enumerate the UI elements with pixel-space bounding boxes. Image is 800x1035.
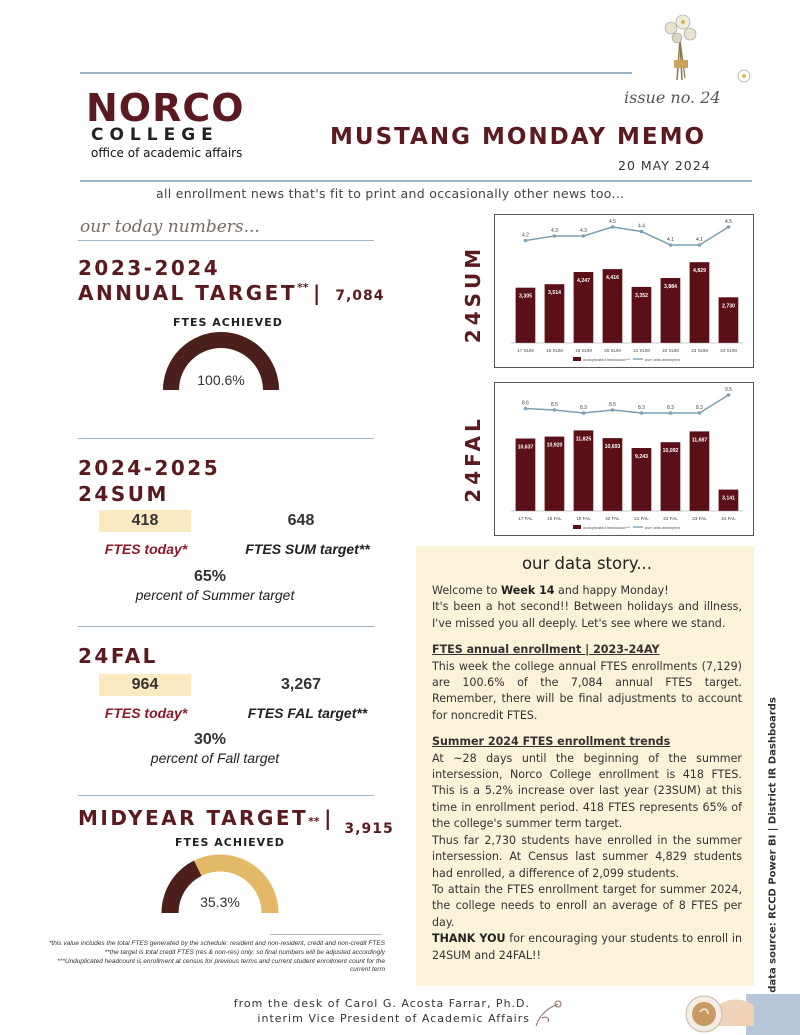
bar-label: 11,825 bbox=[575, 436, 592, 443]
floral-sketch-icon bbox=[528, 996, 568, 1030]
story-p7-post: for encouraging your students to enroll in 24SUM and 24FAL!! bbox=[432, 932, 743, 962]
fall-today-value: 964 bbox=[99, 674, 191, 696]
avg-units-label: 4.2 bbox=[522, 232, 529, 239]
summer-today-label: FTES today* bbox=[104, 541, 188, 557]
today-rule bbox=[78, 240, 374, 241]
legend-line-label: ave units attempted bbox=[645, 525, 680, 530]
avg-units-label: 4.5 bbox=[725, 219, 732, 225]
avg-units-label: 8.3 bbox=[580, 405, 587, 411]
footnote-3: ***Unduplicated headcount is enrollment at census for previous terms and current student enrollment count for the current term bbox=[57, 957, 385, 974]
x-tick-label: 21 FAL bbox=[634, 516, 649, 521]
summer-bottom-rule bbox=[78, 626, 374, 627]
story-p7-bold: THANK YOU bbox=[432, 932, 506, 946]
fall-today-label: FTES today* bbox=[104, 705, 188, 721]
daisy-icon bbox=[736, 68, 752, 84]
bar-label: 3,514 bbox=[548, 290, 561, 297]
annual-achieved-label: FTES ACHIEVED bbox=[173, 316, 283, 329]
avg-units-label: 4.3 bbox=[580, 228, 587, 234]
avg-units-point bbox=[727, 393, 731, 397]
annual-target-sep: | bbox=[312, 281, 323, 305]
data-source-text: data source: RCCD Power BI | District IR Dashboards bbox=[767, 697, 779, 993]
logo-office: office of academic affairs bbox=[91, 146, 243, 160]
x-tick-label: 19 FAL bbox=[576, 516, 591, 521]
logo-norco: NORCO bbox=[86, 86, 245, 130]
legend-bar-label: unduplicated headcount*** bbox=[583, 525, 631, 530]
avg-units-point bbox=[553, 234, 557, 238]
avg-units-point bbox=[698, 243, 702, 247]
x-tick-label: 18 SUM bbox=[546, 348, 563, 353]
bar-label: 3,884 bbox=[664, 284, 677, 290]
midyear-target-value: 3,915 bbox=[344, 821, 394, 837]
bar-label: 9,243 bbox=[635, 454, 648, 460]
avg-units-label: 4.3 bbox=[551, 228, 558, 234]
avg-units-label: 4.5 bbox=[609, 219, 616, 225]
bar-label: 2,730 bbox=[722, 303, 735, 310]
x-tick-label: 23 FAL bbox=[692, 516, 707, 521]
bar-label: 4,247 bbox=[577, 278, 590, 284]
x-tick-label: 17 FAL bbox=[518, 516, 533, 521]
fall-bottom-rule bbox=[78, 795, 374, 796]
chart-sum-label: 24SUM bbox=[461, 244, 485, 344]
annual-target-label: ANNUAL TARGET bbox=[78, 281, 297, 305]
today-numbers-heading: our today numbers... bbox=[80, 217, 260, 237]
legend-line-label: ave units attempted bbox=[645, 357, 680, 362]
story-p2: It's been a hot second!! Between holidays and illness, I've missed you all deeply. Let's see where we stand. bbox=[432, 600, 742, 630]
annual-target-row bbox=[78, 281, 385, 305]
x-tick-label: 20 FAL bbox=[605, 516, 620, 521]
fall-target-label: FTES FAL target** bbox=[247, 705, 368, 721]
avg-units-label: 8.3 bbox=[638, 405, 645, 411]
fall-term: 24FAL bbox=[78, 644, 158, 668]
memo-date: 20 MAY 2024 bbox=[618, 158, 711, 173]
story-p1 bbox=[432, 583, 742, 599]
bar-label: 10,693 bbox=[604, 444, 621, 451]
bar-label: 11,687 bbox=[691, 437, 708, 444]
story-p1-post: and happy Monday! bbox=[554, 584, 669, 597]
summer-percent-sub: percent of Summer target bbox=[135, 587, 295, 603]
x-tick-label: 24 FAL bbox=[721, 516, 736, 521]
chart-24sum bbox=[494, 214, 754, 368]
chart-fal-label: 24FAL bbox=[461, 415, 485, 503]
bar-label: 3,141 bbox=[722, 495, 735, 502]
midyear-percent: 35.3% bbox=[200, 894, 240, 910]
summer-term: 24SUM bbox=[78, 482, 169, 506]
midyear-target-label: MIDYEAR TARGET bbox=[78, 806, 309, 830]
midyear-achieved-label: FTES ACHIEVED bbox=[175, 836, 285, 849]
header-bottom-rule bbox=[80, 180, 752, 182]
footnote-2: **the target is total credit FTES (res & non-res) only; so final numbers will be adjusted accordingly bbox=[104, 948, 385, 956]
legend-bar-swatch bbox=[573, 357, 581, 361]
bar bbox=[690, 262, 710, 343]
bar-label: 10,920 bbox=[546, 442, 563, 449]
bar-label: 10,092 bbox=[662, 448, 679, 455]
story-p6: To attain the FTES enrollment target for summer 2024, the college needs to enroll an average of 8 FTES per day. bbox=[432, 882, 742, 929]
avg-units-point bbox=[553, 408, 557, 412]
avg-units-point bbox=[698, 411, 702, 415]
avg-units-point bbox=[582, 234, 586, 238]
story-p7 bbox=[432, 931, 742, 964]
story-p4: At ~28 days until the beginning of the summer intersession, Norco College enrollment is 418 FTES. This is a 5.2% increase over last year (23SUM) at this time in enrollment period. 418 FTES represents 65% of the college's summer term target. bbox=[432, 751, 742, 831]
footnotes bbox=[40, 940, 385, 975]
data-story-panel bbox=[416, 546, 754, 986]
bar-label: 3,305 bbox=[519, 293, 532, 300]
avg-units-label: 9.5 bbox=[725, 387, 732, 393]
x-tick-label: 19 SUM bbox=[575, 348, 592, 353]
annual-bottom-rule bbox=[78, 438, 374, 439]
coffee-cup-icon bbox=[676, 986, 800, 1035]
issue-number: issue no. 24 bbox=[624, 88, 721, 107]
legend-bar-label: unduplicated headcount*** bbox=[583, 357, 631, 362]
bar-label: 4,416 bbox=[606, 275, 619, 282]
avg-units-point bbox=[524, 407, 528, 411]
bar bbox=[574, 430, 594, 511]
avg-units-label: 4.1 bbox=[667, 237, 674, 243]
avg-units-point bbox=[669, 411, 673, 415]
story-p3: This week the college annual FTES enrollments (7,129) are 100.6% of the 7,084 annual FTES target. Remember, there will be final adjustments to account for noncredit FTES. bbox=[432, 659, 742, 722]
bar-label: 10,637 bbox=[517, 444, 534, 451]
x-tick-label: 21 SUM bbox=[633, 348, 650, 353]
flower-bouquet-icon bbox=[655, 10, 705, 82]
signature-line1: from the desk of Carol G. Acosta Farrar, Ph.D. bbox=[233, 997, 530, 1010]
avg-units-point bbox=[640, 411, 644, 415]
data-source-note bbox=[765, 697, 781, 993]
avg-units-label: 8.5 bbox=[609, 402, 616, 408]
avg-units-label: 8.6 bbox=[522, 400, 529, 407]
avg-units-point bbox=[727, 225, 731, 229]
bar-label: 4,829 bbox=[693, 268, 706, 275]
avg-units-label: 8.5 bbox=[551, 402, 558, 408]
x-tick-label: 23 SUM bbox=[691, 348, 708, 353]
avg-units-label: 8.3 bbox=[696, 405, 703, 411]
summer-year: 2024-2025 bbox=[78, 456, 221, 480]
x-tick-label: 20 SUM bbox=[604, 348, 621, 353]
avg-units-label: 4.1 bbox=[696, 237, 703, 243]
page-title: MUSTANG MONDAY MEMO bbox=[330, 124, 707, 150]
chart-24fal-svg bbox=[495, 383, 753, 535]
x-tick-label: 17 SUM bbox=[517, 348, 534, 353]
avg-units-point bbox=[611, 408, 615, 412]
x-tick-label: 22 FAL bbox=[663, 516, 678, 521]
chart-24sum-svg bbox=[495, 215, 753, 367]
annual-target-value: 7,084 bbox=[335, 288, 385, 304]
story-title: our data story... bbox=[521, 554, 653, 573]
annual-year: 2023-2024 bbox=[78, 256, 221, 280]
avg-units-point bbox=[611, 225, 615, 229]
story-p5: Thus far 2,730 students have enrolled in the summer intersession. At Census last summer 4,829 students had enrolled, a difference of 2,099 students. bbox=[432, 833, 742, 880]
tagline: all enrollment news that's fit to print and occasionally other news too... bbox=[156, 186, 625, 201]
bar-label: 3,352 bbox=[635, 292, 648, 299]
summer-today-value: 418 bbox=[99, 510, 191, 532]
chart-24fal bbox=[494, 382, 754, 536]
summer-target-value: 648 bbox=[287, 512, 315, 529]
avg-units-label: 8.3 bbox=[667, 405, 674, 411]
avg-units-point bbox=[582, 411, 586, 415]
avg-units-point bbox=[640, 230, 644, 234]
story-p1-pre: Welcome to bbox=[432, 584, 501, 597]
avg-units-point bbox=[669, 243, 673, 247]
footnote-1: *this value includes the total FTES generated by the schedule: resident and non-resident, credit and non-credit FTES bbox=[48, 940, 385, 947]
x-tick-label: 18 FAL bbox=[547, 516, 562, 521]
story-p1-bold: Week 14 bbox=[500, 584, 555, 597]
story-heading-annual: FTES annual enrollment | 2023-24AY bbox=[432, 643, 660, 657]
signature-line2: interim Vice President of Academic Affairs bbox=[257, 1012, 530, 1025]
avg-units-point bbox=[524, 239, 528, 243]
signature-block bbox=[180, 996, 530, 1026]
annual-target-stars: ** bbox=[296, 281, 309, 294]
x-tick-label: 22 SUM bbox=[662, 348, 679, 353]
summer-target-label: FTES SUM target** bbox=[245, 541, 370, 557]
x-tick-label: 24 SUM bbox=[720, 348, 737, 353]
header-top-rule bbox=[80, 72, 632, 74]
footnote-rule bbox=[270, 934, 382, 935]
avg-units-label: 4.4 bbox=[638, 223, 645, 230]
midyear-target-row bbox=[78, 806, 394, 837]
fall-percent: 30% bbox=[193, 731, 227, 748]
fall-percent-sub: percent of Fall target bbox=[150, 750, 280, 766]
summer-percent: 65% bbox=[193, 568, 227, 585]
logo-college: COLLEGE bbox=[91, 125, 219, 145]
legend-bar-swatch bbox=[573, 525, 581, 529]
midyear-target-stars: ** bbox=[308, 815, 320, 828]
story-heading-summer: Summer 2024 FTES enrollment trends bbox=[432, 735, 671, 749]
annual-percent: 100.6% bbox=[197, 372, 245, 388]
fall-target-value: 3,267 bbox=[280, 676, 322, 693]
midyear-target-sep: | bbox=[324, 806, 334, 830]
